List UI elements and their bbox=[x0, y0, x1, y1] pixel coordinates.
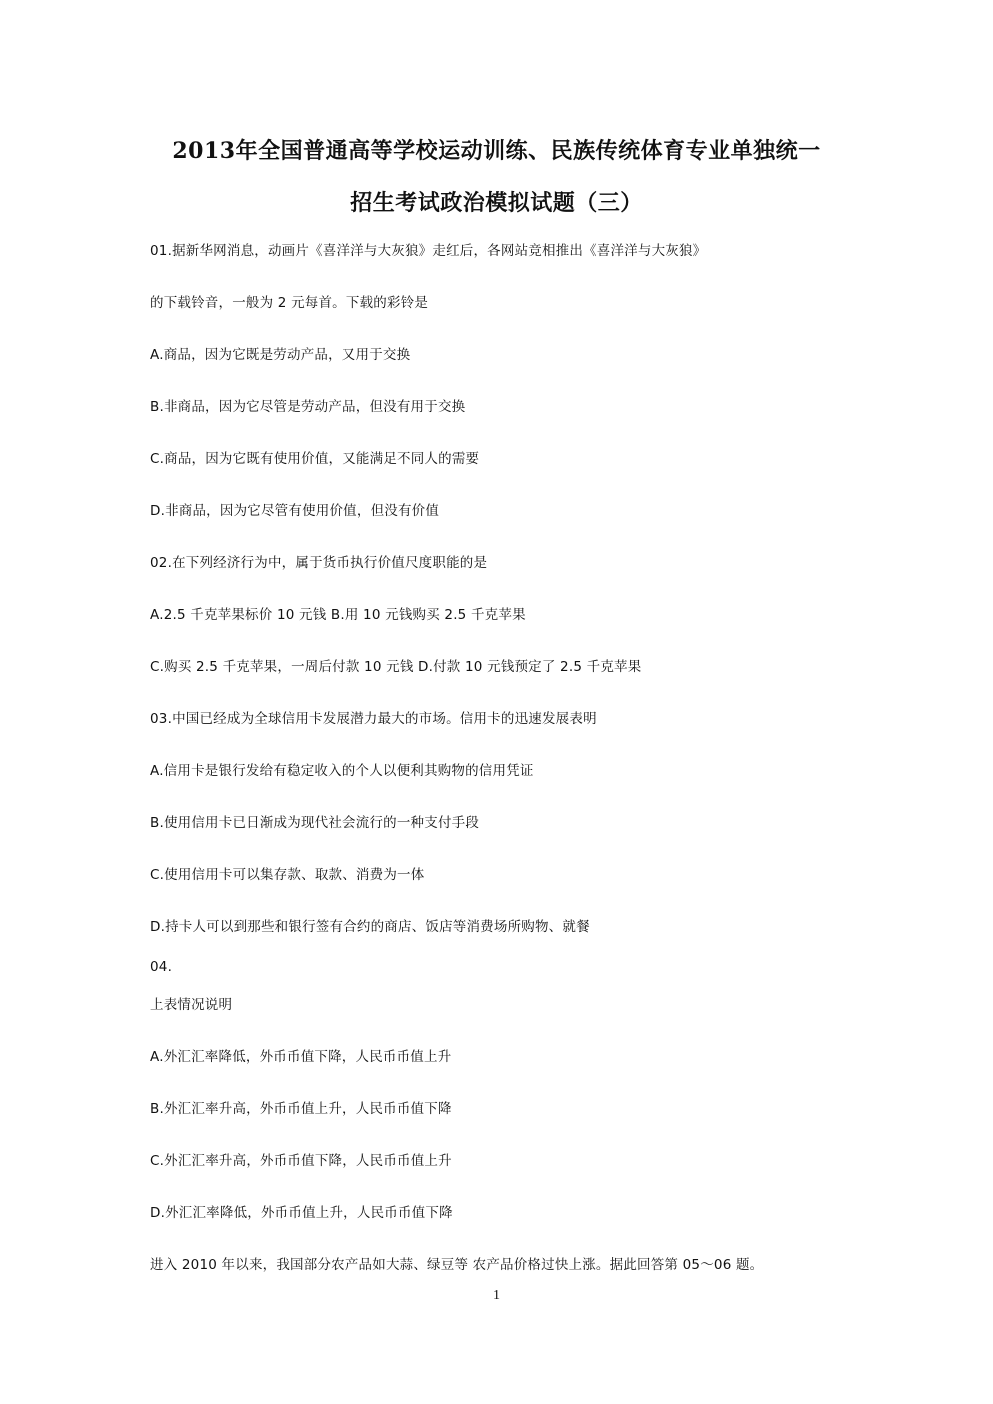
question-03-option-b: B.使用信用卡已日渐成为现代社会流行的一种支付手段 bbox=[150, 815, 480, 831]
document-title-line-1: 2013年全国普通高等学校运动训练、民族传统体育专业单独统一 bbox=[172, 138, 821, 164]
question-04-number: 04. bbox=[150, 959, 173, 975]
document-title-line-2: 招生考试政治模拟试题（三） bbox=[350, 190, 643, 216]
question-04-option-d: D.外汇汇率降低，外币币值上升，人民币币值下降 bbox=[150, 1205, 453, 1221]
question-01-stem: 01.据新华网消息，动画片《喜洋洋与大灰狼》走红后，各网站竞相推出《喜洋洋与大灰狼》 bbox=[150, 243, 707, 259]
question-03-option-a: A.信用卡是银行发给有稳定收入的个人以便利其购物的信用凭证 bbox=[150, 763, 534, 779]
question-04-option-c: C.外汇汇率升高，外币币值下降，人民币币值上升 bbox=[150, 1153, 452, 1169]
question-01-stem-cont: 的下载铃音，一般为 2 元每首。下载的彩铃是 bbox=[150, 295, 429, 311]
page-number: 1 bbox=[493, 1288, 500, 1303]
question-03-option-c: C.使用信用卡可以集存款、取款、消费为一体 bbox=[150, 867, 425, 883]
question-01-option-b: B.非商品，因为它尽管是劳动产品，但没有用于交换 bbox=[150, 399, 466, 415]
question-01-option-d: D.非商品，因为它尽管有使用价值，但没有价值 bbox=[150, 503, 440, 519]
question-04-option-a: A.外汇汇率降低，外币币值下降，人民币币值上升 bbox=[150, 1049, 452, 1065]
questions-05-06-intro: 进入 2010 年以来，我国部分农产品如大蒜、绿豆等 农产品价格过快上涨。据此回答第 05～06 题。 bbox=[150, 1257, 764, 1273]
question-01-option-c: C.商品，因为它既有使用价值，又能满足不同人的需要 bbox=[150, 451, 480, 467]
question-02-stem: 02.在下列经济行为中，属于货币执行价值尺度职能的是 bbox=[150, 555, 488, 571]
question-03-stem: 03.中国已经成为全球信用卡发展潜力最大的市场。信用卡的迅速发展表明 bbox=[150, 711, 597, 727]
question-04-option-b: B.外汇汇率升高，外币币值上升，人民币币值下降 bbox=[150, 1101, 452, 1117]
question-04-stem: 上表情况说明 bbox=[150, 997, 233, 1013]
question-03-option-d: D.持卡人可以到那些和银行签有合约的商店、饭店等消费场所购物、就餐 bbox=[150, 919, 590, 935]
question-01-option-a: A.商品，因为它既是劳动产品，又用于交换 bbox=[150, 347, 411, 363]
question-02-options-cd: C.购买 2.5 千克苹果，一周后付款 10 元钱 D.付款 10 元钱预定了 2.5 千克苹果 bbox=[150, 659, 642, 675]
question-02-options-ab: A.2.5 千克苹果标价 10 元钱 B.用 10 元钱购买 2.5 千克苹果 bbox=[150, 607, 526, 623]
